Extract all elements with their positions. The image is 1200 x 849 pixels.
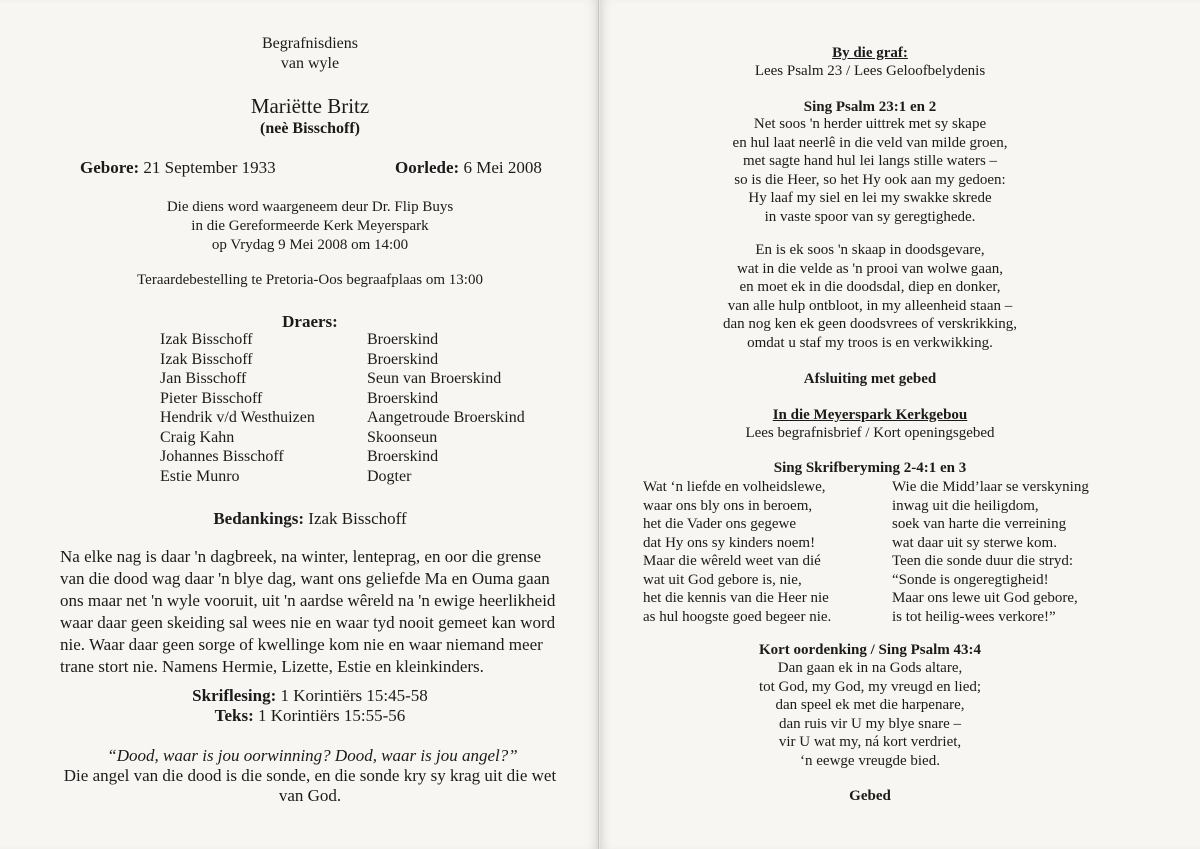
deceased-name: Mariëtte Britz [250, 94, 370, 118]
bearer-name: Hendrik v/d Westhuizen [160, 409, 315, 426]
psalm23-heading: Sing Psalm 23:1 en 2 [803, 99, 937, 115]
verse-line: as hul hoogste goed begeer nie. [643, 608, 832, 625]
verse-line: wat in die velde as 'n prooi van wolwe gaan, [737, 260, 1003, 277]
tribute-line: Na elke nag is daar 'n dagbreek, na winter, lenteprag, en oor die grense [60, 547, 542, 566]
bearer-relation: Broerskind [367, 331, 439, 348]
verse-line: Net soos 'n herder uittrek met sy skape [753, 116, 987, 132]
verse-line: En is ek soos 'n skaap in doodsgevare, [755, 242, 985, 258]
grave-heading: By die graf: [832, 45, 908, 61]
tribute-line: ons maar net 'n wyle vooruit, uit 'n aardse wêreld na 'n ewige heerlikheid [60, 591, 556, 610]
quote-followup-line: Die angel van die dood is die sonde, en die sonde kry sy krag uit die wet [63, 766, 557, 785]
verse-line: Maar die wêreld weet van dié [643, 553, 821, 569]
quote-followup-line: van God. [278, 786, 342, 805]
bearer-name: Izak Bisschoff [160, 331, 253, 348]
verse-line: Maar ons lewe uit God gebore, [892, 590, 1078, 606]
died-date: 6 Mei 2008 [463, 158, 542, 177]
reading-line [100, 686, 520, 706]
died-date-line [395, 158, 542, 178]
born-date: 21 September 1933 [143, 158, 276, 177]
bearer-relation: Seun van Broerskind [367, 370, 502, 387]
bearer-relation: Broerskind [367, 448, 439, 465]
verse-line: wat uit God gebore is, nie, [643, 571, 802, 588]
died-label: Oorlede: [395, 158, 460, 177]
thanks-label: Bedankings: [213, 509, 305, 528]
verse-line: van alle hulp ontbloot, in my alleenheid staan – [727, 297, 1013, 314]
verse-line: dan nog ken ek geen doodsvrees of verskrikking, [722, 316, 1018, 332]
skrifberyming-heading: Sing Skrifberyming 2-4:1 en 3 [773, 460, 967, 476]
reading-ref: 1 Korintiërs 15:45-58 [280, 686, 428, 705]
scripture-quote: “Dood, waar is jou oorwinning? Dood, waar is jou angel?” [107, 746, 518, 765]
burial-info: Teraardebestelling te Pretoria-Oos begraafplaas om 13:00 [137, 272, 483, 288]
verse-line: omdat u staf my troos is en verkwikking. [747, 334, 993, 351]
verse-line: dat Hy ons sy kinders noem! [643, 534, 816, 551]
verse-line: tot God, my God, my vreugd en lied; [758, 678, 982, 695]
bearer-relation: Aangetroude Broerskind [367, 409, 525, 426]
maiden-name: (neè Bisschoff) [260, 120, 360, 137]
verse-line: soek van harte die verreining [892, 516, 1067, 532]
left-page [0, 0, 599, 849]
thanks-name: Izak Bisschoff [308, 509, 407, 528]
verse-line: en moet ek in die doodsdal, diep en donker, [739, 279, 1001, 295]
service-info-line: op Vrydag 9 Mei 2008 om 14:00 [211, 237, 409, 253]
psalm43-verse [660, 659, 1080, 770]
psalm23-verse1 [640, 115, 1100, 226]
thanks-line [100, 509, 520, 529]
final-prayer: Gebed [849, 788, 891, 804]
grave-subtitle: Lees Psalm 23 / Lees Geloofbelydenis [754, 63, 986, 79]
bearer-name: Estie Munro [160, 468, 240, 485]
text-ref: 1 Korintiërs 15:55-56 [257, 706, 406, 725]
bearer-relation: Dogter [367, 468, 412, 485]
bearer-name: Izak Bisschoff [160, 351, 253, 368]
tribute-line: trane stort nie. Namens Hermie, Lizette, Estie en kleinkinders. [60, 657, 484, 676]
verse-line: Wie die Midd’laar se verskyning [892, 479, 1089, 495]
verse-line: in vaste spoor van sy geregtighede. [764, 208, 976, 225]
tribute-line: waar daar geen skeiding sal wees nie en waar tyd nooit gemeet kan word [60, 613, 556, 632]
service-info [100, 198, 520, 255]
bearer-name: Johannes Bisschoff [160, 448, 284, 465]
skrifberyming-verse3 [892, 478, 1152, 626]
born-date-line [80, 158, 276, 178]
verse-line: met sagte hand hul lei langs stille waters – [742, 153, 998, 169]
verse-line: “Sonde is ongeregtigheid! [892, 571, 1049, 588]
verse-line: Wat ‘n liefde en volheidslewe, [643, 479, 826, 495]
bearer-relation: Skoonseun [367, 429, 438, 446]
psalm43-heading: Kort oordenking / Sing Psalm 43:4 [758, 642, 982, 658]
service-title-line: van wyle [280, 55, 340, 72]
verse-line: ‘n eewge vreugde bied. [800, 752, 940, 769]
service-info-line: in die Gereformeerde Kerk Meyerspark [191, 218, 429, 234]
tribute-line: van die dood wag daar 'n blye dag, want ons geliefde Ma en Ouma gaan [60, 569, 550, 588]
closing-prayer: Afsluiting met gebed [803, 371, 937, 387]
bearer-name: Pieter Bisschoff [160, 390, 263, 407]
service-title [160, 34, 460, 74]
church-subtitle: Lees begrafnisbrief / Kort openingsgebed [745, 425, 995, 441]
verse-line: het die Vader ons gegewe [643, 516, 797, 532]
skrifberyming-verse1 [643, 478, 883, 626]
verse-line: Teen die sonde duur die stryd: [892, 553, 1073, 569]
verse-line: dan ruis vir U my blye snare – [778, 715, 962, 732]
church-heading: In die Meyerspark Kerkgebou [772, 407, 968, 423]
bearers-heading: Draers: [282, 312, 338, 331]
bearer-name: Jan Bisschoff [160, 370, 247, 387]
service-title-line: Begrafnisdiens [262, 35, 358, 52]
verse-line: Dan gaan ek in na Gods altare, [777, 660, 963, 676]
text-label: Teks: [214, 706, 254, 725]
verse-line: inwag uit die heiligdom, [892, 497, 1039, 514]
bearer-relation: Broerskind [367, 351, 439, 368]
verse-line: Hy laaf my siel en lei my swakke skrede [748, 190, 992, 206]
service-info-line: Die diens word waargeneem deur Dr. Flip Buys [166, 199, 454, 215]
right-page [600, 0, 1200, 849]
verse-line: wat daar uit sy sterwe kom. [892, 534, 1057, 551]
verse-line: en hul laat neerlê in die veld van milde groen, [732, 134, 1008, 151]
verse-line: so is die Heer, so het Hy ook aan my gedoen: [734, 171, 1006, 188]
psalm23-verse2 [640, 241, 1100, 352]
verse-line: het die kennis van die Heer nie [643, 590, 829, 606]
bearer-relation: Broerskind [367, 390, 439, 407]
tribute-line: nie. Waar daar geen sorge of kwellinge kom nie en waar niemand meer [60, 635, 543, 654]
text-line [100, 706, 520, 726]
verse-line: waar ons bly ons in beroem, [643, 497, 813, 514]
verse-line: dan speel ek met die harpenare, [775, 697, 965, 713]
verse-line: is tot heilig-wees verkore!” [892, 608, 1056, 625]
born-label: Gebore: [80, 158, 140, 177]
reading-label: Skriflesing: [192, 686, 277, 705]
bearer-name: Craig Kahn [160, 429, 235, 446]
verse-line: vir U wat my, ná kort verdriet, [778, 734, 962, 750]
tribute-paragraph [60, 546, 565, 678]
quote-followup [40, 766, 580, 806]
